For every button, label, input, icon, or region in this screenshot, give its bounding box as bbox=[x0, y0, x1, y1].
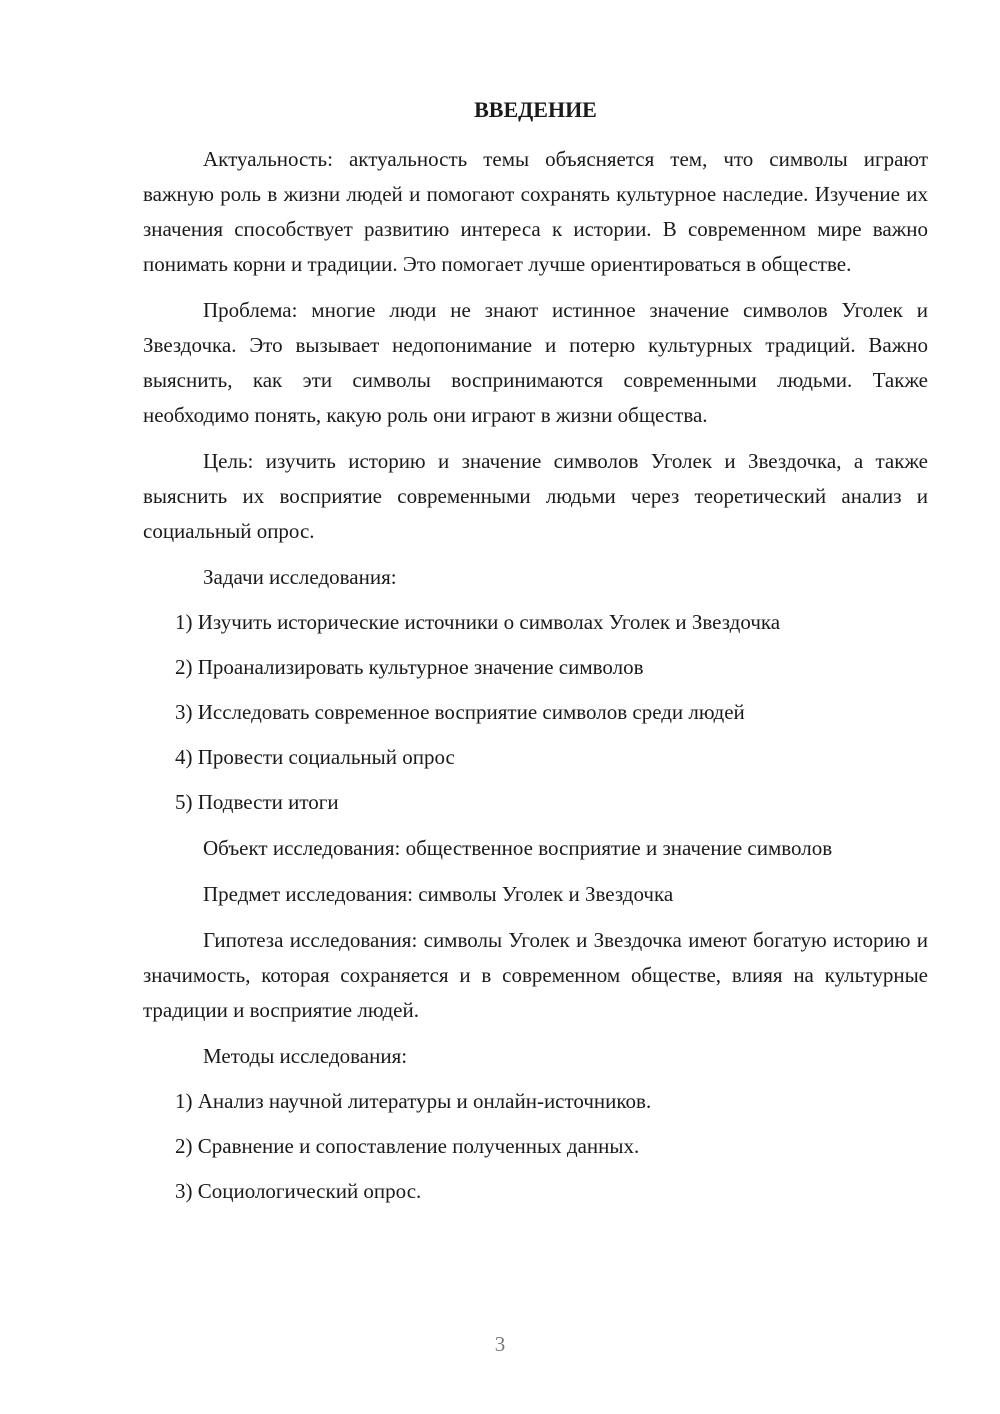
page-number: 3 bbox=[494, 1332, 506, 1356]
problem-paragraph: Проблема: многие люди не знают истинное значение символов Уголек и Звездочка. Это вызывает недопонимание и потерю культурных традиций. Важно выяснить, как эти символы воспринимаются современными людьми. Также необходимо понять, какую роль они играют в жизни общества. bbox=[143, 298, 928, 427]
list-item: 3) Исследовать современное восприятие символов среди людей bbox=[175, 700, 745, 724]
page-title: ВВЕДЕНИЕ bbox=[474, 97, 597, 122]
list-item: 2) Проанализировать культурное значение символов bbox=[175, 655, 644, 679]
list-item: 1) Изучить исторические источники о символах Уголек и Звездочка bbox=[175, 610, 781, 634]
document-page bbox=[143, 94, 928, 1220]
list-item: 5) Подвести итоги bbox=[175, 790, 339, 814]
hypothesis-paragraph: Гипотеза исследования: символы Уголек и Звездочка имеют богатую историю и значимость, которая сохраняется и в современном обществе, влияя на культурные традиции и восприятие людей. bbox=[143, 928, 928, 1022]
list-item: 1) Анализ научной литературы и онлайн-источников. bbox=[175, 1089, 652, 1113]
methods-title: Методы исследования: bbox=[203, 1044, 408, 1068]
relevance-paragraph: Актуальность: актуальность темы объясняется тем, что символы играют важную роль в жизни людей и помогают сохранять культурное наследие. Изучение их значения способствует развитию интереса к истории. В современном мире важно понимать корни и традиции. Это помогает лучше ориентироваться в обществе. bbox=[143, 147, 928, 276]
object-paragraph: Объект исследования: общественное восприятие и значение символов bbox=[203, 836, 833, 860]
list-item: 3) Социологический опрос. bbox=[175, 1179, 422, 1203]
methods-list bbox=[143, 1084, 928, 1209]
tasks-list bbox=[143, 605, 928, 820]
list-item: 2) Сравнение и сопоставление полученных данных. bbox=[175, 1134, 640, 1158]
subject-paragraph: Предмет исследования: символы Уголек и Звездочка bbox=[203, 882, 674, 906]
tasks-title: Задачи исследования: bbox=[203, 565, 397, 589]
goal-paragraph: Цель: изучить историю и значение символов Уголек и Звездочка, а также выяснить их восприятие современными людьми через теоретический анализ и социальный опрос. bbox=[143, 449, 928, 543]
list-item: 4) Провести социальный опрос bbox=[175, 745, 455, 769]
